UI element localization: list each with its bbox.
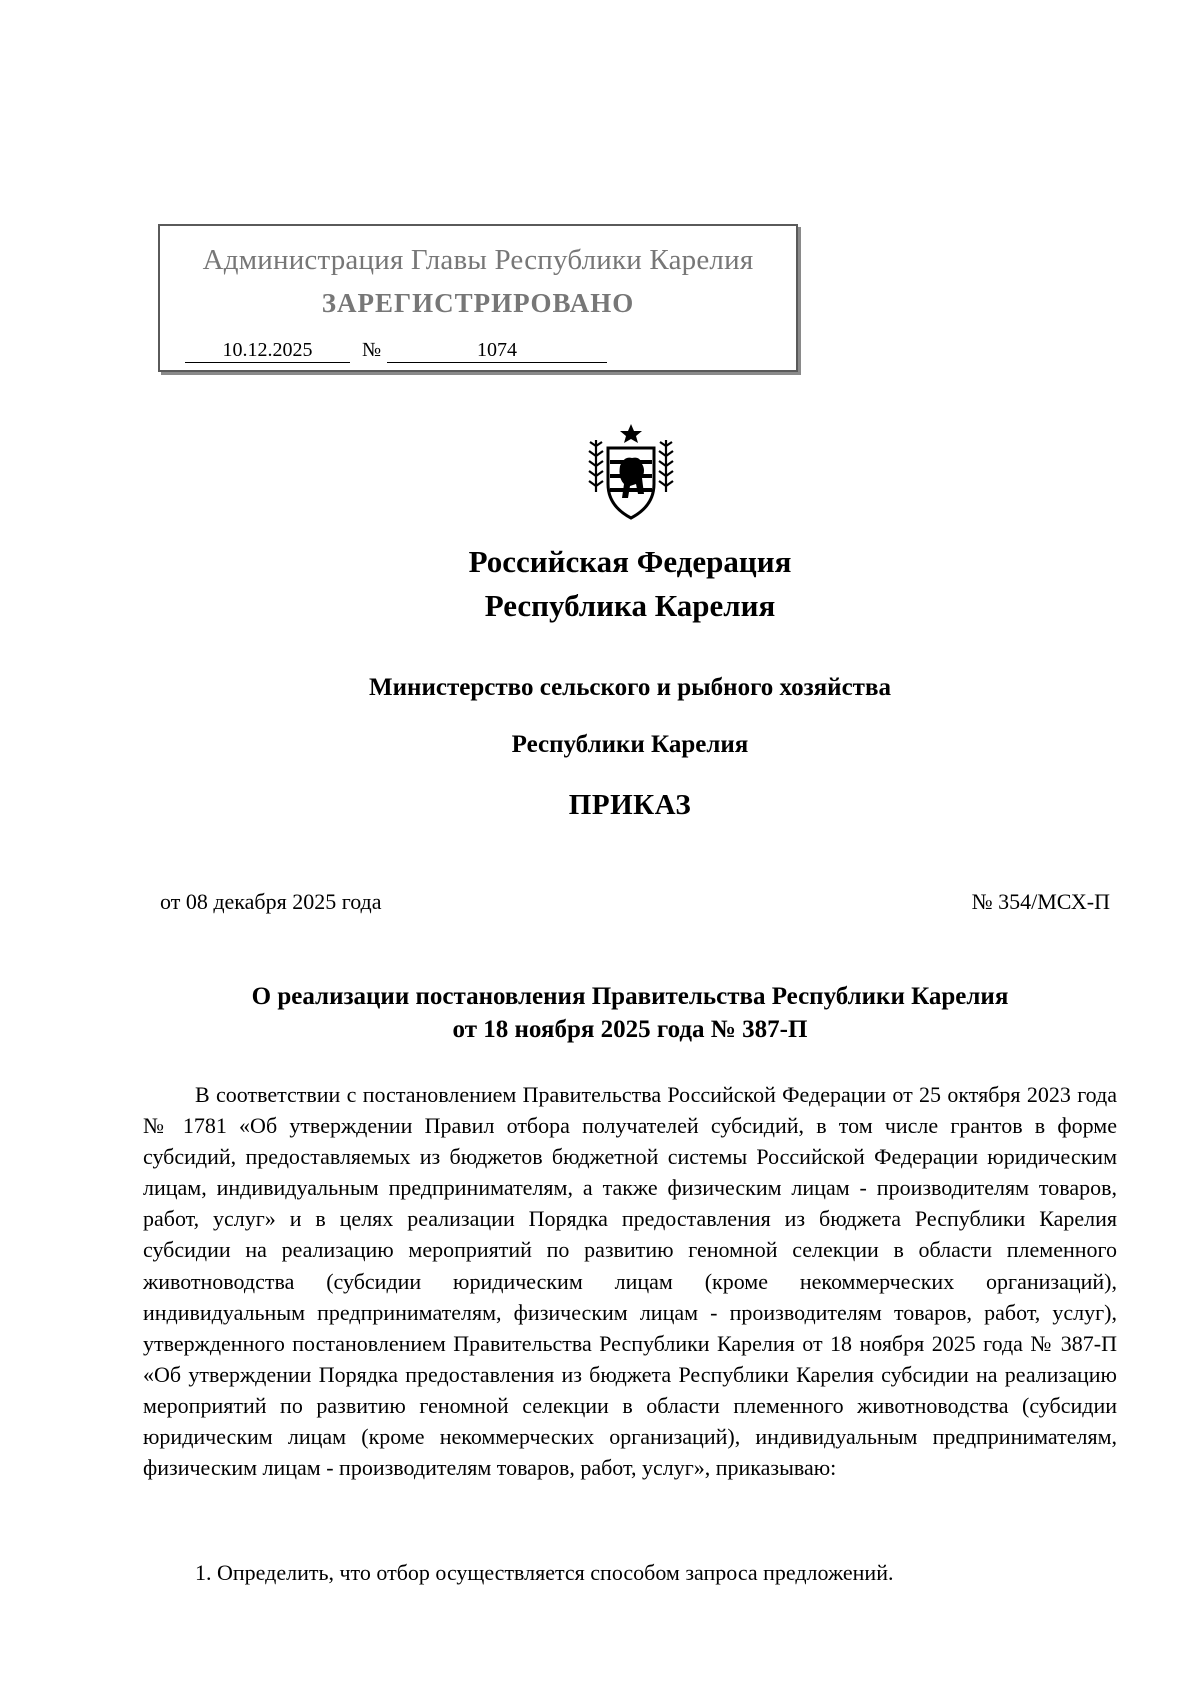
stamp-number: 1074 (387, 338, 607, 363)
order-item-1: 1. Определить, что отбор осуществляется способом запроса предложений. (195, 1560, 894, 1585)
stamp-organization: Администрация Главы Республики Карелия (202, 244, 754, 276)
ministry-heading-line2: Республики Карелия (511, 731, 749, 758)
karelia-coat-of-arms-icon (586, 422, 676, 522)
document-title-line1: О реализации постановления Правительства Республики Карелия (251, 983, 1009, 1010)
stamp-number-sign: № (362, 339, 382, 361)
preamble-paragraph: В соответствии с постановлением Правительства Российской Федерации от 25 октября 2023 года № 1781 «Об утверждении Правил отбора получателей субсидий, в том числе грантов в форме субсидий, предоставляемых из бюджетов бюджетной системы Российской Федерации юридическим лицам, индивидуальным предпринимателям, а также физическим лицам - производителям товаров, работ, услуг» и в целях реализации Порядка предоставления из бюджета Республики Карелия субсидии на реализацию мероприятий по развитию геномной селекции в области племенного животноводства (субсидии юридическим лицам (кроме некоммерческих организаций), индивидуальным предпринимателям, физическим лицам - производителям товаров, работ, услуг), утвержденного постановлением Правительства Республики Карелия от 18 ноября 2025 года № 387-П «Об утверждении Порядка предоставления из бюджета Республики Карелия субсидии на реализацию мероприятий по развитию геномной селекции в области племенного животноводства (субсидии юридическим лицам (кроме некоммерческих организаций), индивидуальным предпринимателям, физическим лицам - производителям товаров, работ, услуг», приказываю: (143, 1082, 1117, 1481)
republic-heading: Республика Карелия (484, 588, 776, 623)
ministry-heading: Министерство сельского и рыбного хозяйства (369, 674, 891, 701)
order-date: от 08 декабря 2025 года (160, 889, 382, 914)
stamp-status: ЗАРЕГИСТРИРОВАНО (321, 288, 635, 318)
document-title-line2: от 18 ноября 2025 года № 387-П (452, 1016, 808, 1043)
country-heading: Российская Федерация (468, 544, 792, 579)
registration-stamp (158, 224, 798, 372)
document-type-heading: ПРИКАЗ (568, 789, 692, 821)
order-number: № 354/МСХ-П (971, 889, 1110, 914)
stamp-date: 10.12.2025 (185, 338, 350, 363)
